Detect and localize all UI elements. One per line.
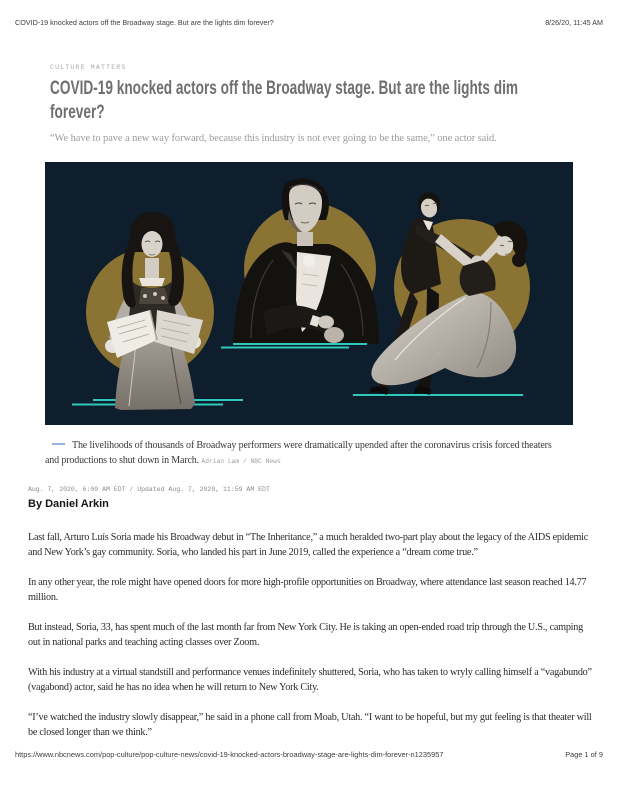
paragraph-1: Last fall, Arturo Luís Soria made his Broadway debut in “The Inheritance,” a much heralded two-part play about the legacy of the AIDS epidemic and New York’s gay community. Soria, who landed his part in June 2019, called the experience a “dream come true.”	[28, 532, 588, 558]
hero-photo-illustration	[45, 162, 573, 425]
photo-credit: Adrian Lam / NBC News	[201, 458, 281, 465]
paragraph-2: In any other year, the role might have opened doors for more high-profile opportunities on Broadway, where attendance last season reached 14.77 million.	[28, 577, 587, 603]
byline: By Daniel Arkin	[28, 498, 109, 510]
print-header-title: COVID-19 knocked actors off the Broadway stage. But are the lights dim forever?	[15, 18, 274, 27]
hero-figure	[45, 162, 573, 469]
hero-caption	[45, 438, 561, 469]
paragraph-4: With his industry at a virtual standstill and performance venues indefinitely shuttered, Soria, who has taken to wryly calling himself a “vagabundo” (vagabond) actor, said he has no idea when he will return to New York City.	[28, 667, 592, 693]
article-headline: COVID-19 knocked actors off the Broadway stage. But are the lights dim forever?	[50, 77, 518, 123]
section-kicker: CULTURE MATTERS	[50, 64, 127, 71]
paragraph-3: But instead, Soria, 33, has spent much of the last month far from New York City. He is taking an open-ended road trip through the U.S., camping out in national parks and teaching acting classes over Zoom.	[28, 622, 583, 648]
article-header	[45, 64, 572, 469]
article-body	[28, 486, 594, 755]
paragraphs	[28, 530, 594, 740]
paragraph-5: “I’ve watched the industry slowly disappear,” he said in a phone call from Moab, Utah. “I want to be hopeful, but my gut feeling is that theater will be closed longer than we think.”	[28, 712, 592, 738]
caption-dash-icon	[52, 443, 65, 445]
print-footer	[15, 750, 603, 759]
dateline: Aug. 7, 2020, 6:00 AM EDT / Updated Aug. 7, 2020, 11:59 AM EDT	[28, 486, 270, 493]
print-header-datetime: 8/26/20, 11:45 AM	[545, 18, 603, 27]
article-subhead: “We have to pave a new way forward, because this industry is not ever going to be the same,” one actor said.	[50, 133, 497, 144]
print-footer-url: https://www.nbcnews.com/pop-culture/pop-culture-news/covid-19-knocked-actors-broadway-stage-are-lights-dim-forever-n1235957	[15, 750, 444, 759]
print-footer-page: Page 1 of 9	[565, 750, 603, 759]
print-header	[15, 18, 603, 27]
caption-text: The livelihoods of thousands of Broadway performers were dramatically upended after the coronavirus crisis forced theaters and productions to shut down in March.	[45, 440, 552, 466]
